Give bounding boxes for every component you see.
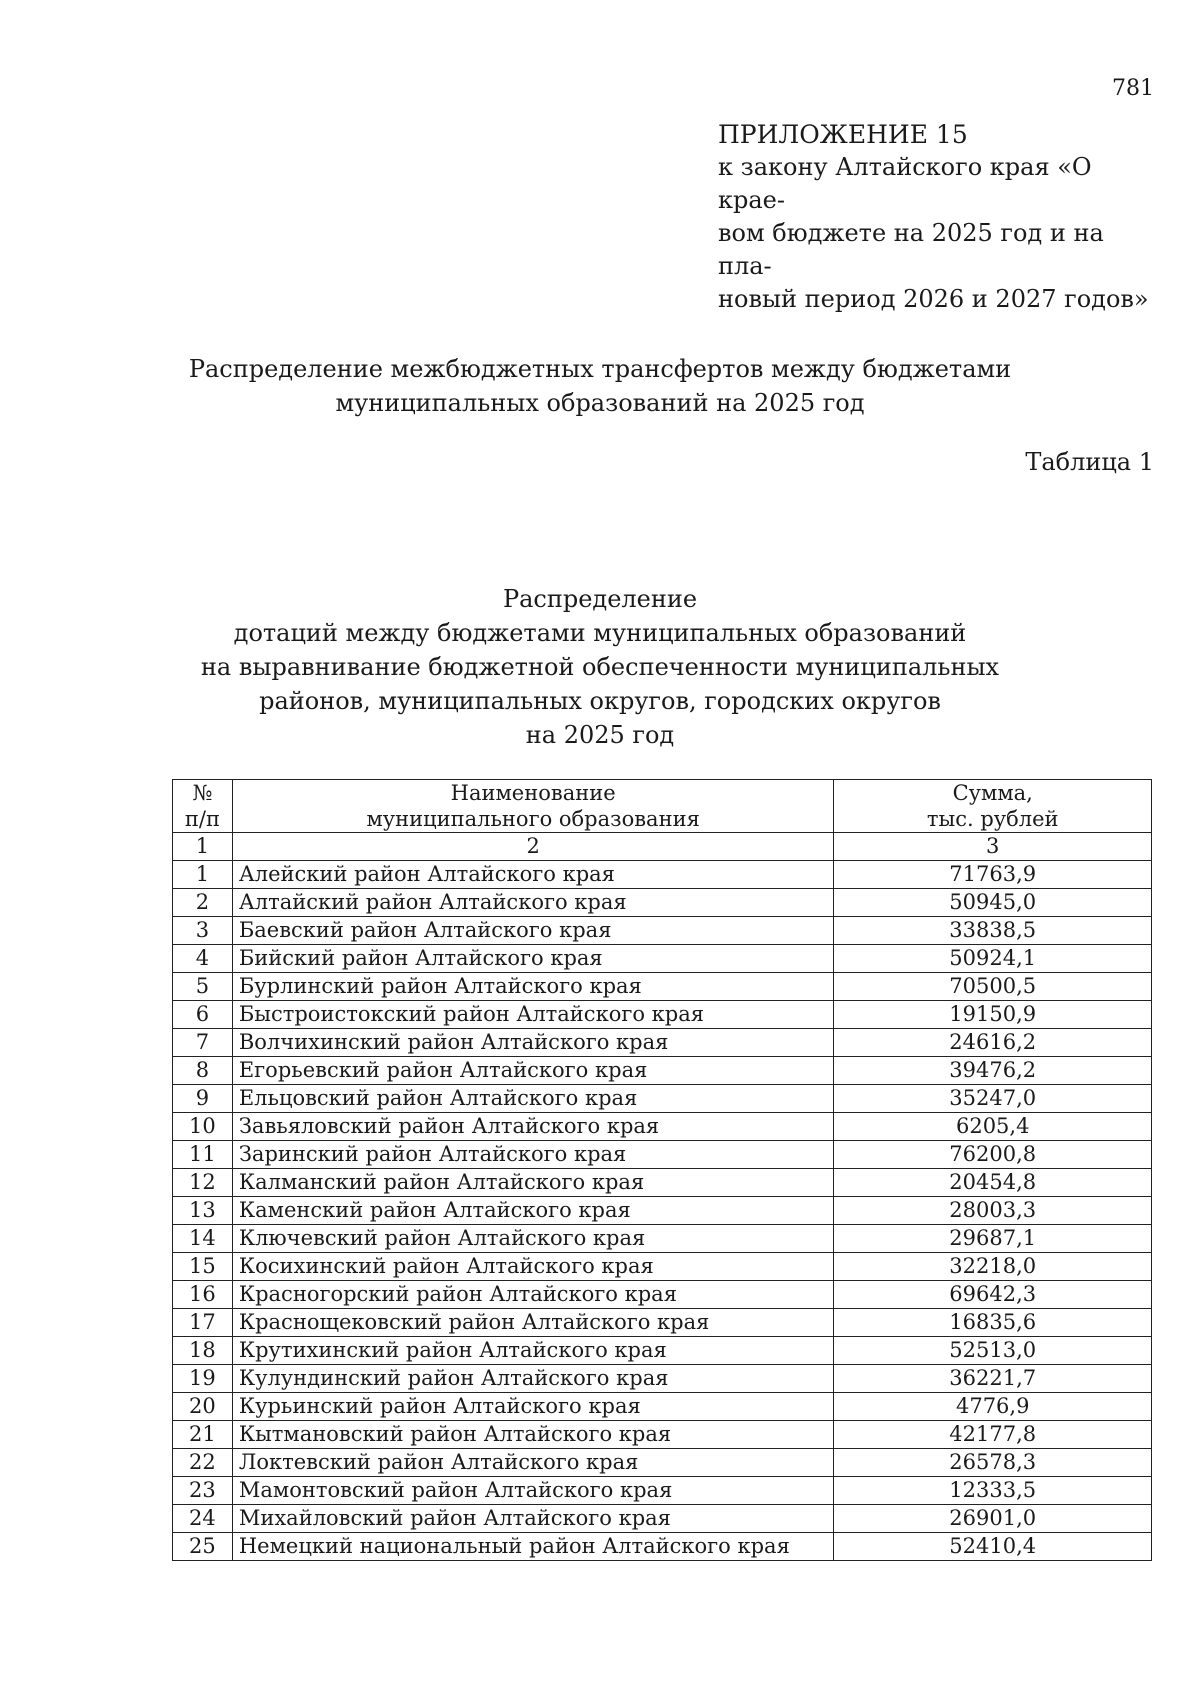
header-sum-line: Сумма, (952, 781, 1033, 805)
row-sum: 70500,5 (834, 973, 1152, 1001)
row-name: Красногорский район Алтайского края (232, 1281, 834, 1309)
row-sum: 16835,6 (834, 1309, 1152, 1337)
row-number: 17 (173, 1309, 233, 1337)
table-row (173, 1001, 1152, 1029)
row-name: Михайловский район Алтайского края (232, 1505, 834, 1533)
row-number: 19 (173, 1365, 233, 1393)
page-number: 781 (1112, 76, 1154, 101)
header-sum-line: тыс. рублей (926, 807, 1059, 831)
header-num (173, 780, 233, 833)
subtitle-line: на выравнивание бюджетной обеспеченности муниципальных (200, 653, 1000, 681)
row-name: Баевский район Алтайского края (232, 917, 834, 945)
title-line: муниципальных образований на 2025 год (335, 389, 865, 417)
header-sum (834, 780, 1152, 833)
table-row (173, 1533, 1152, 1561)
row-name: Кулундинский район Алтайского края (232, 1365, 834, 1393)
row-sum: 71763,9 (834, 861, 1152, 889)
title-line: Распределение межбюджетных трансфертов между бюджетами (188, 355, 1012, 383)
row-sum: 39476,2 (834, 1057, 1152, 1085)
row-sum: 6205,4 (834, 1113, 1152, 1141)
row-number: 2 (173, 889, 233, 917)
table-row (173, 1057, 1152, 1085)
row-number: 12 (173, 1169, 233, 1197)
row-number: 10 (173, 1113, 233, 1141)
header-num-line: п/п (184, 807, 220, 831)
table-row (173, 917, 1152, 945)
row-name: Крутихинский район Алтайского края (232, 1337, 834, 1365)
row-sum: 52513,0 (834, 1337, 1152, 1365)
row-sum: 4776,9 (834, 1393, 1152, 1421)
row-number: 23 (173, 1477, 233, 1505)
row-number: 7 (173, 1029, 233, 1057)
row-number: 15 (173, 1253, 233, 1281)
row-name: Алтайский район Алтайского края (232, 889, 834, 917)
table-row (173, 1505, 1152, 1533)
row-number: 5 (173, 973, 233, 1001)
row-name: Ключевский район Алтайского края (232, 1225, 834, 1253)
table-row (173, 1337, 1152, 1365)
table-row (173, 1365, 1152, 1393)
column-number: 2 (232, 833, 834, 861)
row-number: 16 (173, 1281, 233, 1309)
row-name: Завьяловский район Алтайского края (232, 1113, 834, 1141)
table-row (173, 973, 1152, 1001)
row-sum: 26901,0 (834, 1505, 1152, 1533)
row-sum: 35247,0 (834, 1085, 1152, 1113)
table-row (173, 1225, 1152, 1253)
row-number: 9 (173, 1085, 233, 1113)
table-row (173, 889, 1152, 917)
subtitle-line: на 2025 год (525, 721, 675, 749)
table-row (173, 1393, 1152, 1421)
row-name: Егорьевский район Алтайского края (232, 1057, 834, 1085)
table-header-row (173, 780, 1152, 833)
row-sum: 42177,8 (834, 1421, 1152, 1449)
appendix-line: вом бюджете на 2025 год и на пла- (718, 219, 1104, 280)
row-name: Заринский район Алтайского края (232, 1141, 834, 1169)
table-row (173, 1113, 1152, 1141)
row-sum: 26578,3 (834, 1449, 1152, 1477)
row-sum: 20454,8 (834, 1169, 1152, 1197)
row-number: 18 (173, 1337, 233, 1365)
subtitle-line: Распределение (502, 585, 698, 613)
row-name: Бийский район Алтайского края (232, 945, 834, 973)
column-number: 1 (173, 833, 233, 861)
row-number: 21 (173, 1421, 233, 1449)
row-sum: 69642,3 (834, 1281, 1152, 1309)
row-name: Волчихинский район Алтайского края (232, 1029, 834, 1057)
row-sum: 29687,1 (834, 1225, 1152, 1253)
row-sum: 52410,4 (834, 1533, 1152, 1561)
row-sum: 50945,0 (834, 889, 1152, 917)
table-row (173, 1281, 1152, 1309)
row-name: Немецкий национальный район Алтайского края (232, 1533, 834, 1561)
row-number: 25 (173, 1533, 233, 1561)
row-name: Кытмановский район Алтайского края (232, 1421, 834, 1449)
appendix-line: к закону Алтайского края «О крае- (718, 153, 1092, 214)
table-row (173, 1421, 1152, 1449)
appendix-heading: ПРИЛОЖЕНИЕ 15 (718, 120, 968, 149)
row-number: 13 (173, 1197, 233, 1225)
row-sum: 32218,0 (834, 1253, 1152, 1281)
row-name: Бурлинский район Алтайского края (232, 973, 834, 1001)
row-sum: 76200,8 (834, 1141, 1152, 1169)
column-number-row (173, 833, 1152, 861)
table-label: Таблица 1 (1025, 448, 1154, 476)
row-sum: 33838,5 (834, 917, 1152, 945)
row-name: Быстроистокский район Алтайского края (232, 1001, 834, 1029)
row-sum: 28003,3 (834, 1197, 1152, 1225)
row-name: Калманский район Алтайского края (232, 1169, 834, 1197)
table-row (173, 1253, 1152, 1281)
row-sum: 19150,9 (834, 1001, 1152, 1029)
row-sum: 12333,5 (834, 1477, 1152, 1505)
row-name: Каменский район Алтайского края (232, 1197, 834, 1225)
row-number: 3 (173, 917, 233, 945)
header-name-line: Наименование (450, 781, 616, 805)
row-name: Алейский район Алтайского края (232, 861, 834, 889)
table-row (173, 945, 1152, 973)
subtitle-line: районов, муниципальных округов, городских округов (259, 687, 941, 715)
appendix-block (718, 118, 1158, 316)
table-row (173, 1449, 1152, 1477)
table-row (173, 1309, 1152, 1337)
table-row (173, 1085, 1152, 1113)
appendix-line: новый период 2026 и 2027 годов» (718, 285, 1149, 313)
row-number: 14 (173, 1225, 233, 1253)
document-title (150, 352, 1050, 420)
row-name: Ельцовский район Алтайского края (232, 1085, 834, 1113)
table-row (173, 1141, 1152, 1169)
table-row (173, 1477, 1152, 1505)
row-number: 24 (173, 1505, 233, 1533)
header-num-line: № (192, 781, 213, 805)
header-name-line: муниципального образования (366, 807, 700, 831)
subtitle-line: дотаций между бюджетами муниципальных образований (233, 619, 967, 647)
row-name: Курьинский район Алтайского края (232, 1393, 834, 1421)
subsidy-table (172, 779, 1152, 1561)
row-number: 4 (173, 945, 233, 973)
column-number: 3 (834, 833, 1152, 861)
row-name: Косихинский район Алтайского края (232, 1253, 834, 1281)
table-row (173, 1029, 1152, 1057)
row-number: 6 (173, 1001, 233, 1029)
row-number: 22 (173, 1449, 233, 1477)
row-number: 20 (173, 1393, 233, 1421)
row-name: Краснощековский район Алтайского края (232, 1309, 834, 1337)
header-name (232, 780, 834, 833)
row-name: Локтевский район Алтайского края (232, 1449, 834, 1477)
table-row (173, 1169, 1152, 1197)
row-number: 1 (173, 861, 233, 889)
table-body (173, 861, 1152, 1561)
row-sum: 24616,2 (834, 1029, 1152, 1057)
row-sum: 36221,7 (834, 1365, 1152, 1393)
row-number: 8 (173, 1057, 233, 1085)
row-sum: 50924,1 (834, 945, 1152, 973)
table-row (173, 1197, 1152, 1225)
table-row (173, 861, 1152, 889)
row-name: Мамонтовский район Алтайского края (232, 1477, 834, 1505)
row-number: 11 (173, 1141, 233, 1169)
table-title (150, 582, 1050, 752)
